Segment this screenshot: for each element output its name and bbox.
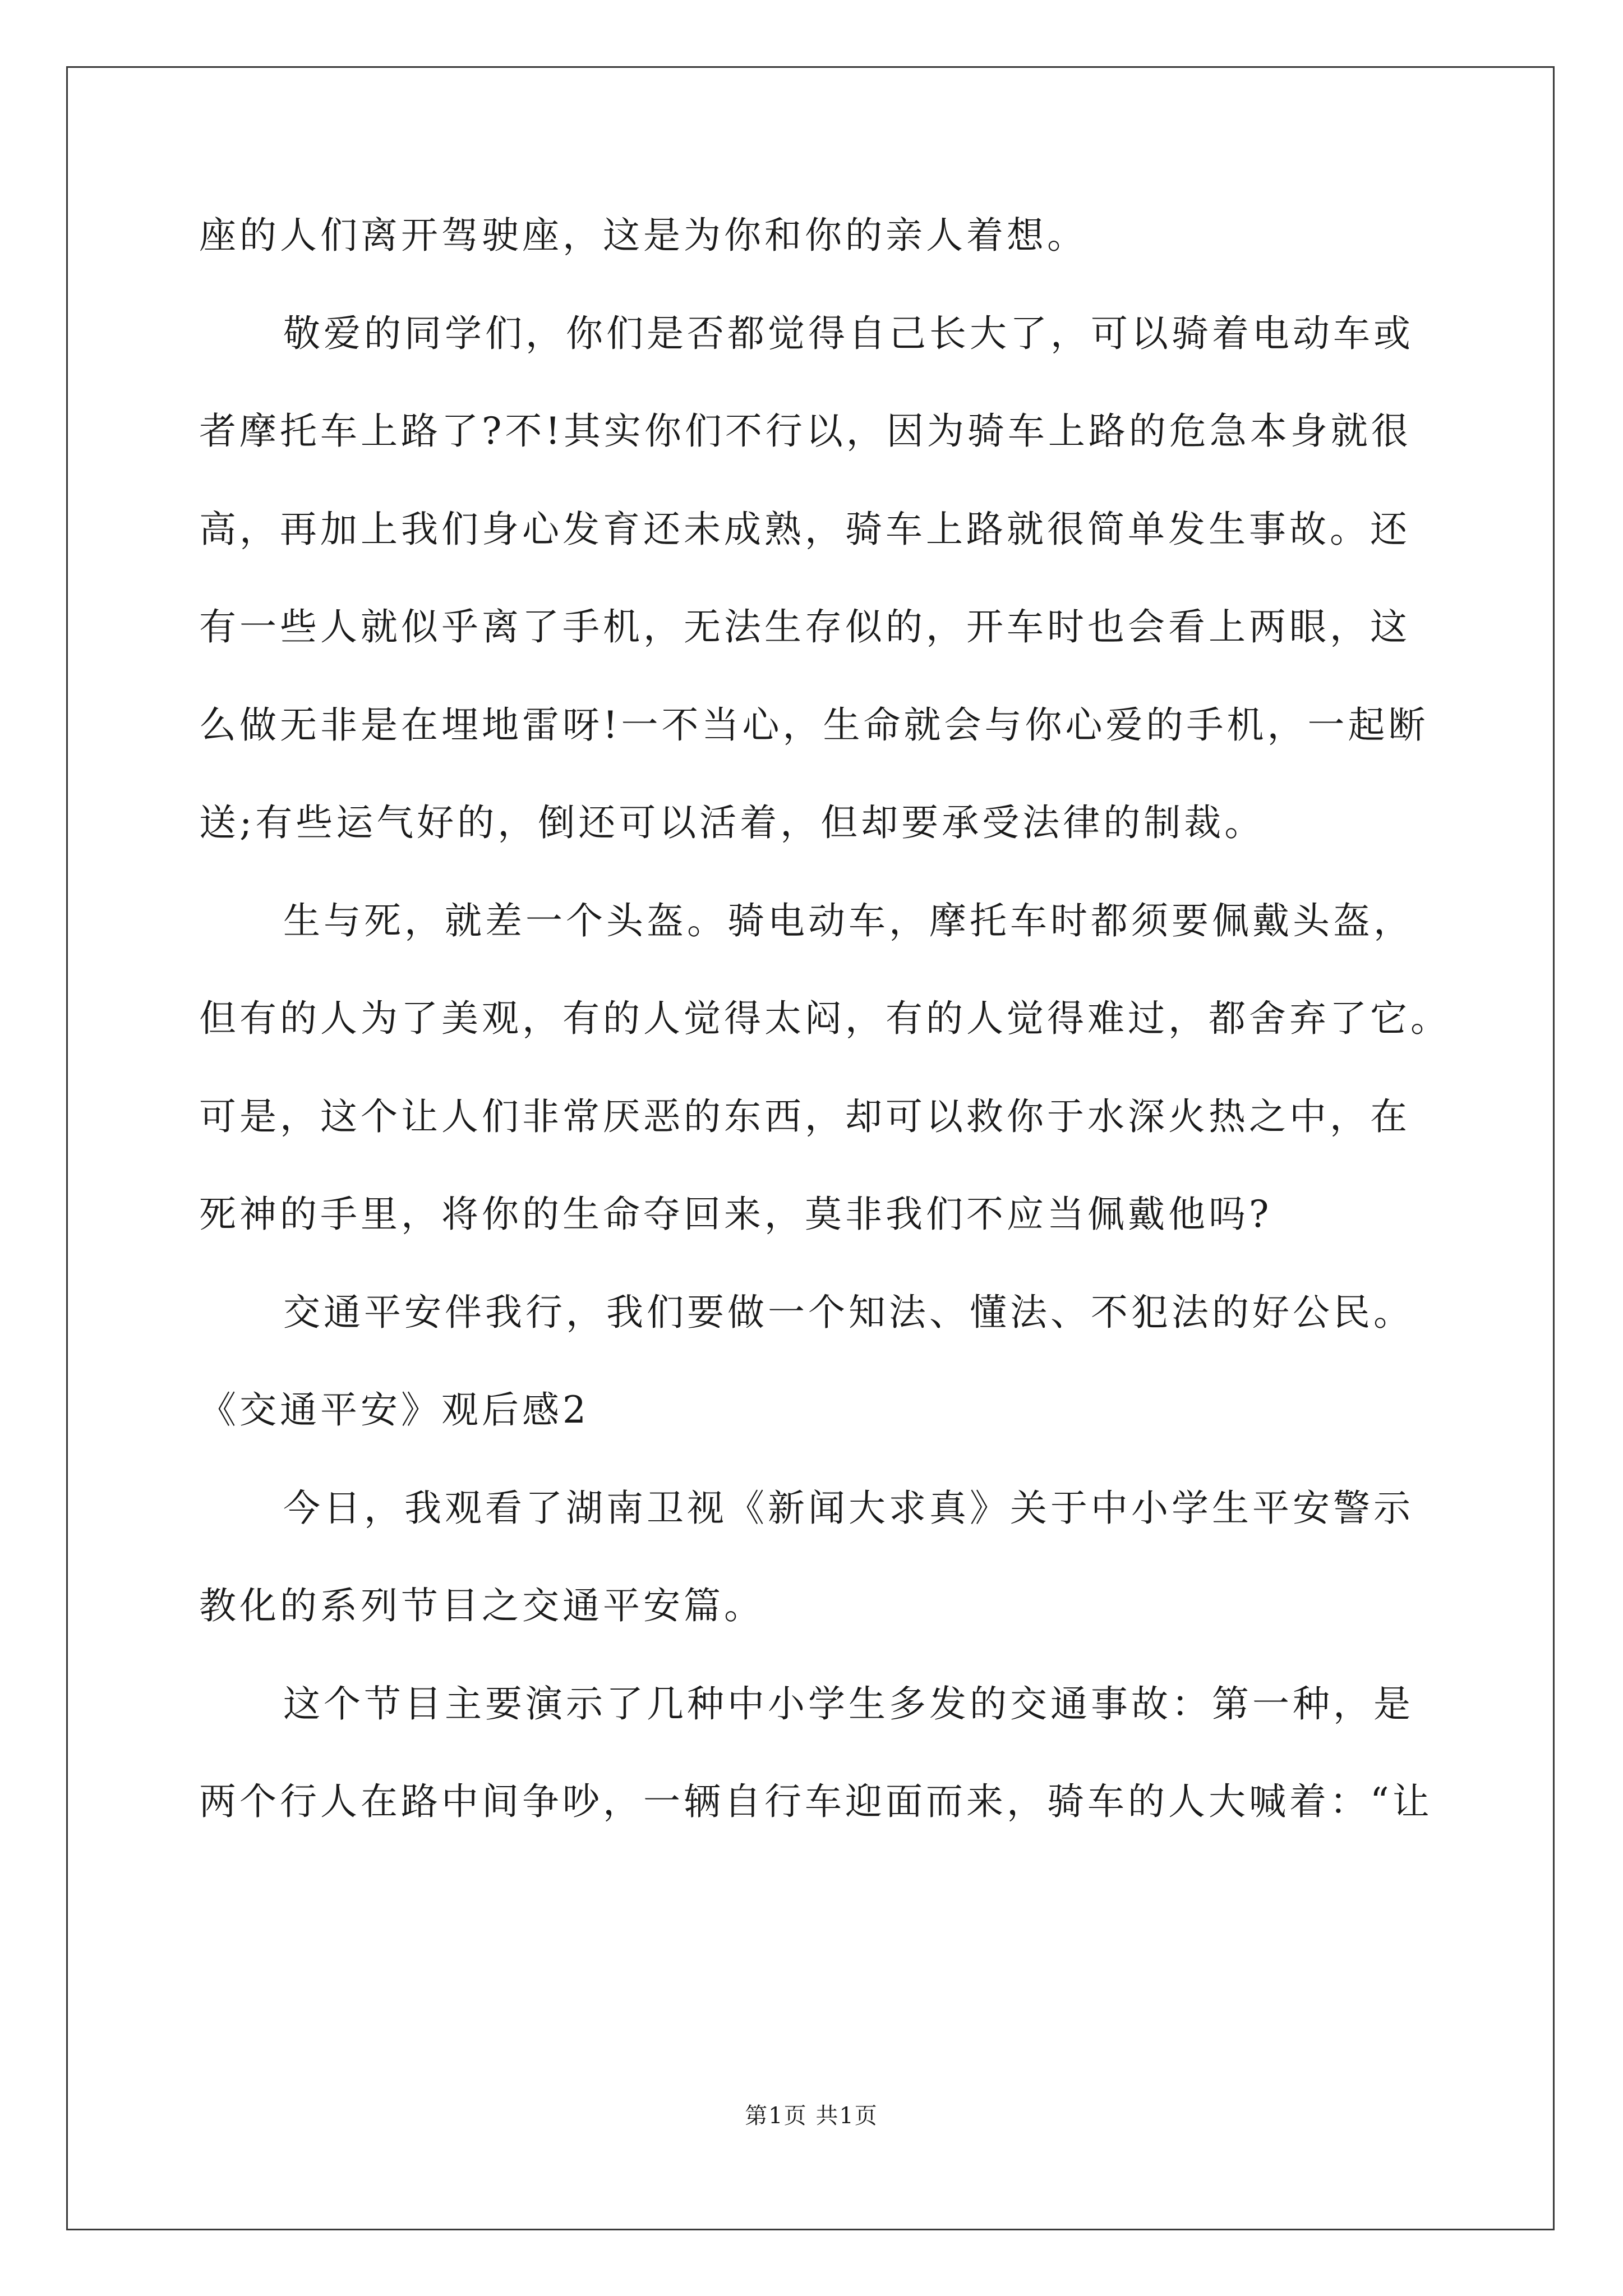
paragraph-line: 敬爱的同学们，你们是否都觉得自己长大了，可以骑着电动车或 — [283, 312, 1414, 355]
text-line: 么做无非是在埋地雷呀!一不当心，生命就会与你心爱的手机，一起断 — [199, 703, 1429, 747]
text-line: 高，再加上我们身心发育还未成熟，骑车上路就很简单发生事故。还 — [199, 508, 1410, 551]
section-heading: 《交通平安》观后感2 — [199, 1388, 589, 1432]
paragraph-line: 生与死，就差一个头盔。骑电动车，摩托车时都须要佩戴头盔， — [283, 899, 1414, 942]
text-line: 送;有些运气好的，倒还可以活着，但却要承受法律的制裁。 — [199, 801, 1265, 844]
paragraph-line: 这个节目主要演示了几种中小学生多发的交通事故：第一种，是 — [283, 1682, 1414, 1726]
paragraph-line: 今日，我观看了湖南卫视《新闻大求真》关于中小学生平安警示 — [283, 1487, 1414, 1530]
text-line: 者摩托车上路了?不!其实你们不行以，因为骑车上路的危急本身就很 — [199, 409, 1412, 453]
text-line: 可是，这个让人们非常厌恶的东西，却可以救你于水深火热之中，在 — [199, 1095, 1410, 1138]
text-line: 死神的手里，将你的生命夺回来，莫非我们不应当佩戴他吗? — [199, 1193, 1272, 1236]
text-line: 但有的人为了美观，有的人觉得太闷，有的人觉得难过，都舍弃了它。 — [199, 997, 1451, 1040]
page-footer: 第1页 共1页 — [745, 2103, 878, 2129]
text-line: 教化的系列节目之交通平安篇。 — [199, 1584, 764, 1627]
paragraph-line: 交通平安伴我行，我们要做一个知法、懂法、不犯法的好公民。 — [283, 1291, 1414, 1334]
page-border — [66, 66, 1555, 2230]
text-line: 座的人们离开驾驶座，这是为你和你的亲人着想。 — [199, 214, 1087, 257]
text-line: 两个行人在路中间争吵，一辆自行车迎面而来，骑车的人大喊着：“让 — [199, 1780, 1433, 1823]
text-line: 有一些人就似乎离了手机，无法生存似的，开车时也会看上两眼，这 — [199, 605, 1410, 648]
